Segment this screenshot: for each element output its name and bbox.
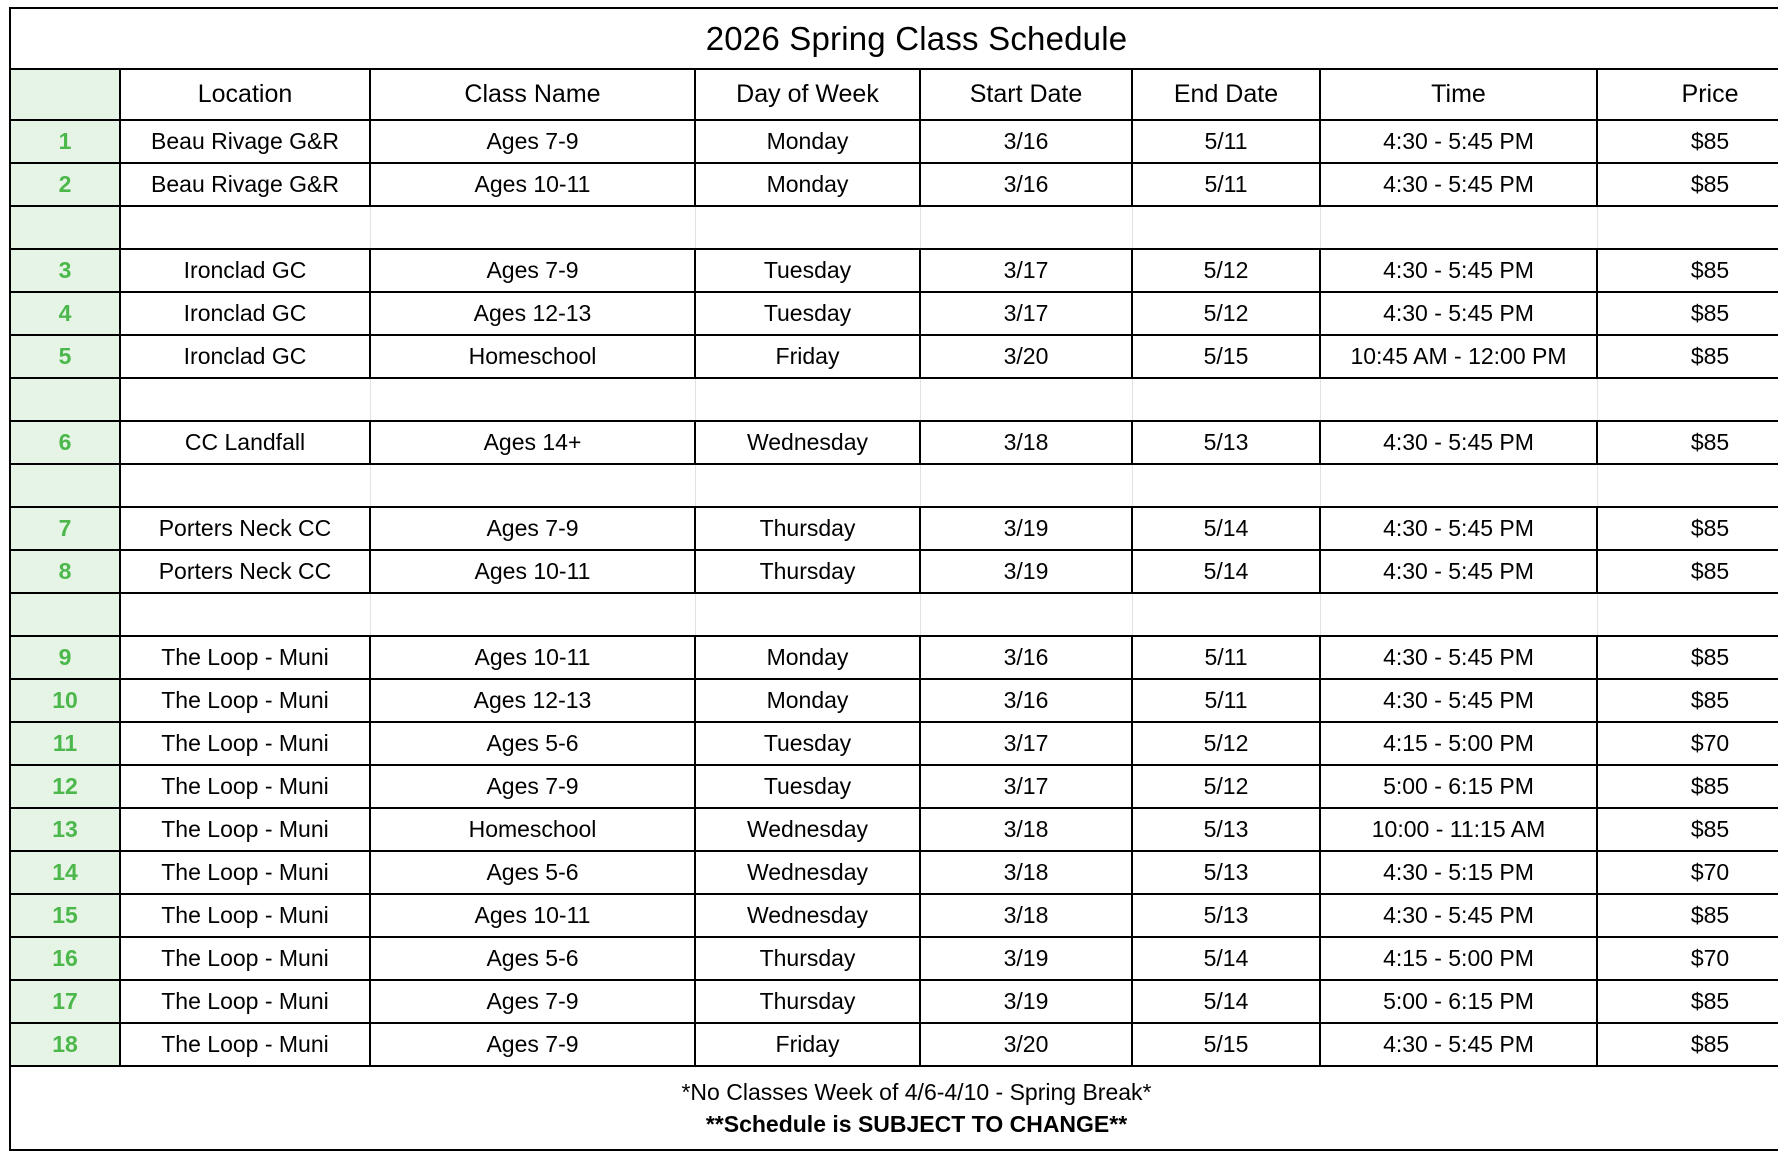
day-of-week-cell: Friday [695, 335, 920, 378]
day-of-week-cell: Tuesday [695, 722, 920, 765]
spacer-cell [1132, 464, 1320, 507]
location-cell: CC Landfall [120, 421, 370, 464]
start-date-cell: 3/17 [920, 722, 1132, 765]
time-cell: 4:30 - 5:45 PM [1320, 120, 1597, 163]
table-row [10, 163, 1778, 206]
class-name-cell: Ages 7-9 [370, 980, 695, 1023]
end-date-cell: 5/15 [1132, 1023, 1320, 1066]
table-row [10, 851, 1778, 894]
start-date-cell: 3/18 [920, 808, 1132, 851]
class-name-cell: Homeschool [370, 335, 695, 378]
table-row [10, 507, 1778, 550]
time-cell: 5:00 - 6:15 PM [1320, 980, 1597, 1023]
end-date-cell: 5/13 [1132, 894, 1320, 937]
spacer-cell [1597, 593, 1778, 636]
price-cell: $70 [1597, 937, 1778, 980]
row-index-cell: 11 [10, 722, 120, 765]
price-cell: $70 [1597, 851, 1778, 894]
row-index-cell: 2 [10, 163, 120, 206]
table-row [10, 249, 1778, 292]
table-row [10, 120, 1778, 163]
row-index-cell: 3 [10, 249, 120, 292]
spacer-cell [920, 206, 1132, 249]
location-cell: Beau Rivage G&R [120, 163, 370, 206]
day-of-week-cell: Wednesday [695, 421, 920, 464]
start-date-cell: 3/18 [920, 421, 1132, 464]
table-spacer-row [10, 593, 1778, 636]
location-cell: Porters Neck CC [120, 550, 370, 593]
time-cell: 4:15 - 5:00 PM [1320, 937, 1597, 980]
spacer-cell [920, 378, 1132, 421]
spacer-cell [1597, 378, 1778, 421]
time-cell: 4:15 - 5:00 PM [1320, 722, 1597, 765]
row-index-cell: 12 [10, 765, 120, 808]
table-row [10, 335, 1778, 378]
price-cell: $85 [1597, 249, 1778, 292]
time-cell: 4:30 - 5:45 PM [1320, 1023, 1597, 1066]
table-row [10, 722, 1778, 765]
start-date-cell: 3/17 [920, 249, 1132, 292]
day-of-week-cell: Thursday [695, 937, 920, 980]
spacer-cell [1132, 378, 1320, 421]
location-cell: Ironclad GC [120, 335, 370, 378]
table-row [10, 937, 1778, 980]
price-cell: $85 [1597, 507, 1778, 550]
row-index-cell: 1 [10, 120, 120, 163]
start-date-cell: 3/18 [920, 894, 1132, 937]
end-date-cell: 5/12 [1132, 249, 1320, 292]
end-date-cell: 5/14 [1132, 550, 1320, 593]
row-index-cell: 10 [10, 679, 120, 722]
row-index-cell: 16 [10, 937, 120, 980]
table-row [10, 421, 1778, 464]
location-cell: The Loop - Muni [120, 722, 370, 765]
class-name-cell: Ages 12-13 [370, 292, 695, 335]
class-name-cell: Ages 10-11 [370, 550, 695, 593]
spacer-cell [120, 206, 370, 249]
header-time: Time [1320, 69, 1597, 120]
location-cell: The Loop - Muni [120, 894, 370, 937]
time-cell: 4:30 - 5:45 PM [1320, 679, 1597, 722]
time-cell: 4:30 - 5:45 PM [1320, 507, 1597, 550]
row-index-cell: 5 [10, 335, 120, 378]
class-name-cell: Ages 10-11 [370, 636, 695, 679]
row-index-cell: 8 [10, 550, 120, 593]
price-cell: $85 [1597, 980, 1778, 1023]
table-row [10, 894, 1778, 937]
class-name-cell: Ages 10-11 [370, 894, 695, 937]
row-index-cell: 13 [10, 808, 120, 851]
spacer-cell [695, 593, 920, 636]
row-index-cell: 9 [10, 636, 120, 679]
spacer-cell [120, 378, 370, 421]
class-name-cell: Ages 7-9 [370, 249, 695, 292]
start-date-cell: 3/17 [920, 292, 1132, 335]
spacer-cell [1132, 593, 1320, 636]
class-name-cell: Ages 7-9 [370, 120, 695, 163]
start-date-cell: 3/20 [920, 335, 1132, 378]
end-date-cell: 5/12 [1132, 765, 1320, 808]
class-name-cell: Ages 7-9 [370, 765, 695, 808]
spacer-cell [370, 593, 695, 636]
price-cell: $70 [1597, 722, 1778, 765]
row-index-cell [10, 593, 120, 636]
start-date-cell: 3/18 [920, 851, 1132, 894]
end-date-cell: 5/14 [1132, 507, 1320, 550]
end-date-cell: 5/14 [1132, 937, 1320, 980]
spacer-cell [370, 206, 695, 249]
day-of-week-cell: Monday [695, 163, 920, 206]
table-row [10, 765, 1778, 808]
table-row [10, 550, 1778, 593]
start-date-cell: 3/16 [920, 120, 1132, 163]
row-index-cell: 17 [10, 980, 120, 1023]
time-cell: 4:30 - 5:45 PM [1320, 636, 1597, 679]
price-cell: $85 [1597, 636, 1778, 679]
class-name-cell: Ages 5-6 [370, 722, 695, 765]
location-cell: The Loop - Muni [120, 1023, 370, 1066]
page-title: 2026 Spring Class Schedule [10, 8, 1778, 69]
day-of-week-cell: Monday [695, 120, 920, 163]
spacer-cell [1320, 206, 1597, 249]
row-index-cell: 4 [10, 292, 120, 335]
price-cell: $85 [1597, 550, 1778, 593]
row-index-cell: 14 [10, 851, 120, 894]
class-name-cell: Ages 12-13 [370, 679, 695, 722]
end-date-cell: 5/15 [1132, 335, 1320, 378]
location-cell: The Loop - Muni [120, 851, 370, 894]
spacer-cell [120, 593, 370, 636]
day-of-week-cell: Thursday [695, 980, 920, 1023]
row-index-cell: 7 [10, 507, 120, 550]
time-cell: 4:30 - 5:45 PM [1320, 894, 1597, 937]
price-cell: $85 [1597, 292, 1778, 335]
start-date-cell: 3/16 [920, 163, 1132, 206]
start-date-cell: 3/19 [920, 507, 1132, 550]
day-of-week-cell: Thursday [695, 550, 920, 593]
time-cell: 10:00 - 11:15 AM [1320, 808, 1597, 851]
end-date-cell: 5/12 [1132, 722, 1320, 765]
footer-notes [10, 1066, 1778, 1150]
header-start-date: Start Date [920, 69, 1132, 120]
class-name-cell: Ages 5-6 [370, 851, 695, 894]
price-cell: $85 [1597, 679, 1778, 722]
table-footer-row [10, 1066, 1778, 1150]
location-cell: Ironclad GC [120, 249, 370, 292]
row-index-cell [10, 378, 120, 421]
day-of-week-cell: Tuesday [695, 249, 920, 292]
header-day-of-week: Day of Week [695, 69, 920, 120]
class-name-cell: Ages 5-6 [370, 937, 695, 980]
end-date-cell: 5/14 [1132, 980, 1320, 1023]
spacer-cell [370, 378, 695, 421]
day-of-week-cell: Wednesday [695, 808, 920, 851]
location-cell: The Loop - Muni [120, 765, 370, 808]
footer-note-subject-to-change: **Schedule is SUBJECT TO CHANGE** [705, 1111, 1128, 1137]
location-cell: The Loop - Muni [120, 937, 370, 980]
row-index-cell: 15 [10, 894, 120, 937]
table-spacer-row [10, 206, 1778, 249]
schedule-sheet [0, 7, 1778, 1137]
location-cell: Porters Neck CC [120, 507, 370, 550]
header-end-date: End Date [1132, 69, 1320, 120]
day-of-week-cell: Tuesday [695, 292, 920, 335]
table-row [10, 980, 1778, 1023]
row-index-cell [10, 206, 120, 249]
location-cell: Beau Rivage G&R [120, 120, 370, 163]
price-cell: $85 [1597, 421, 1778, 464]
class-name-cell: Ages 7-9 [370, 1023, 695, 1066]
row-index-cell: 18 [10, 1023, 120, 1066]
start-date-cell: 3/19 [920, 980, 1132, 1023]
location-cell: The Loop - Muni [120, 980, 370, 1023]
day-of-week-cell: Monday [695, 636, 920, 679]
class-name-cell: Ages 14+ [370, 421, 695, 464]
day-of-week-cell: Wednesday [695, 851, 920, 894]
spacer-cell [695, 378, 920, 421]
location-cell: The Loop - Muni [120, 636, 370, 679]
time-cell: 4:30 - 5:15 PM [1320, 851, 1597, 894]
day-of-week-cell: Thursday [695, 507, 920, 550]
header-class-name: Class Name [370, 69, 695, 120]
end-date-cell: 5/13 [1132, 851, 1320, 894]
time-cell: 4:30 - 5:45 PM [1320, 292, 1597, 335]
class-schedule-table [9, 7, 1778, 1151]
price-cell: $85 [1597, 335, 1778, 378]
day-of-week-cell: Friday [695, 1023, 920, 1066]
start-date-cell: 3/17 [920, 765, 1132, 808]
class-name-cell: Homeschool [370, 808, 695, 851]
time-cell: 4:30 - 5:45 PM [1320, 249, 1597, 292]
end-date-cell: 5/11 [1132, 120, 1320, 163]
spacer-cell [1320, 464, 1597, 507]
price-cell: $85 [1597, 163, 1778, 206]
end-date-cell: 5/12 [1132, 292, 1320, 335]
end-date-cell: 5/11 [1132, 163, 1320, 206]
start-date-cell: 3/19 [920, 550, 1132, 593]
table-row [10, 292, 1778, 335]
end-date-cell: 5/13 [1132, 421, 1320, 464]
class-name-cell: Ages 7-9 [370, 507, 695, 550]
spacer-cell [920, 593, 1132, 636]
spacer-cell [370, 464, 695, 507]
start-date-cell: 3/20 [920, 1023, 1132, 1066]
start-date-cell: 3/16 [920, 679, 1132, 722]
start-date-cell: 3/16 [920, 636, 1132, 679]
spacer-cell [1597, 206, 1778, 249]
end-date-cell: 5/11 [1132, 679, 1320, 722]
time-cell: 4:30 - 5:45 PM [1320, 421, 1597, 464]
spacer-cell [1132, 206, 1320, 249]
spacer-cell [1597, 464, 1778, 507]
day-of-week-cell: Tuesday [695, 765, 920, 808]
spacer-cell [695, 464, 920, 507]
time-cell: 4:30 - 5:45 PM [1320, 550, 1597, 593]
table-row [10, 679, 1778, 722]
spacer-cell [920, 464, 1132, 507]
table-header-row [10, 69, 1778, 120]
start-date-cell: 3/19 [920, 937, 1132, 980]
end-date-cell: 5/13 [1132, 808, 1320, 851]
price-cell: $85 [1597, 120, 1778, 163]
spacer-cell [1320, 593, 1597, 636]
table-row [10, 1023, 1778, 1066]
day-of-week-cell: Wednesday [695, 894, 920, 937]
table-spacer-row [10, 378, 1778, 421]
time-cell: 4:30 - 5:45 PM [1320, 163, 1597, 206]
location-cell: Ironclad GC [120, 292, 370, 335]
header-index [10, 69, 120, 120]
spacer-cell [695, 206, 920, 249]
location-cell: The Loop - Muni [120, 679, 370, 722]
table-row [10, 808, 1778, 851]
location-cell: The Loop - Muni [120, 808, 370, 851]
price-cell: $85 [1597, 765, 1778, 808]
footer-note-spring-break: *No Classes Week of 4/6-4/10 - Spring Break* [681, 1079, 1152, 1105]
spacer-cell [1320, 378, 1597, 421]
time-cell: 10:45 AM - 12:00 PM [1320, 335, 1597, 378]
spacer-cell [120, 464, 370, 507]
header-location: Location [120, 69, 370, 120]
table-row [10, 636, 1778, 679]
class-name-cell: Ages 10-11 [370, 163, 695, 206]
row-index-cell: 6 [10, 421, 120, 464]
day-of-week-cell: Monday [695, 679, 920, 722]
table-spacer-row [10, 464, 1778, 507]
header-price: Price [1597, 69, 1778, 120]
row-index-cell [10, 464, 120, 507]
time-cell: 5:00 - 6:15 PM [1320, 765, 1597, 808]
price-cell: $85 [1597, 808, 1778, 851]
price-cell: $85 [1597, 894, 1778, 937]
table-title-row [10, 8, 1778, 69]
price-cell: $85 [1597, 1023, 1778, 1066]
end-date-cell: 5/11 [1132, 636, 1320, 679]
